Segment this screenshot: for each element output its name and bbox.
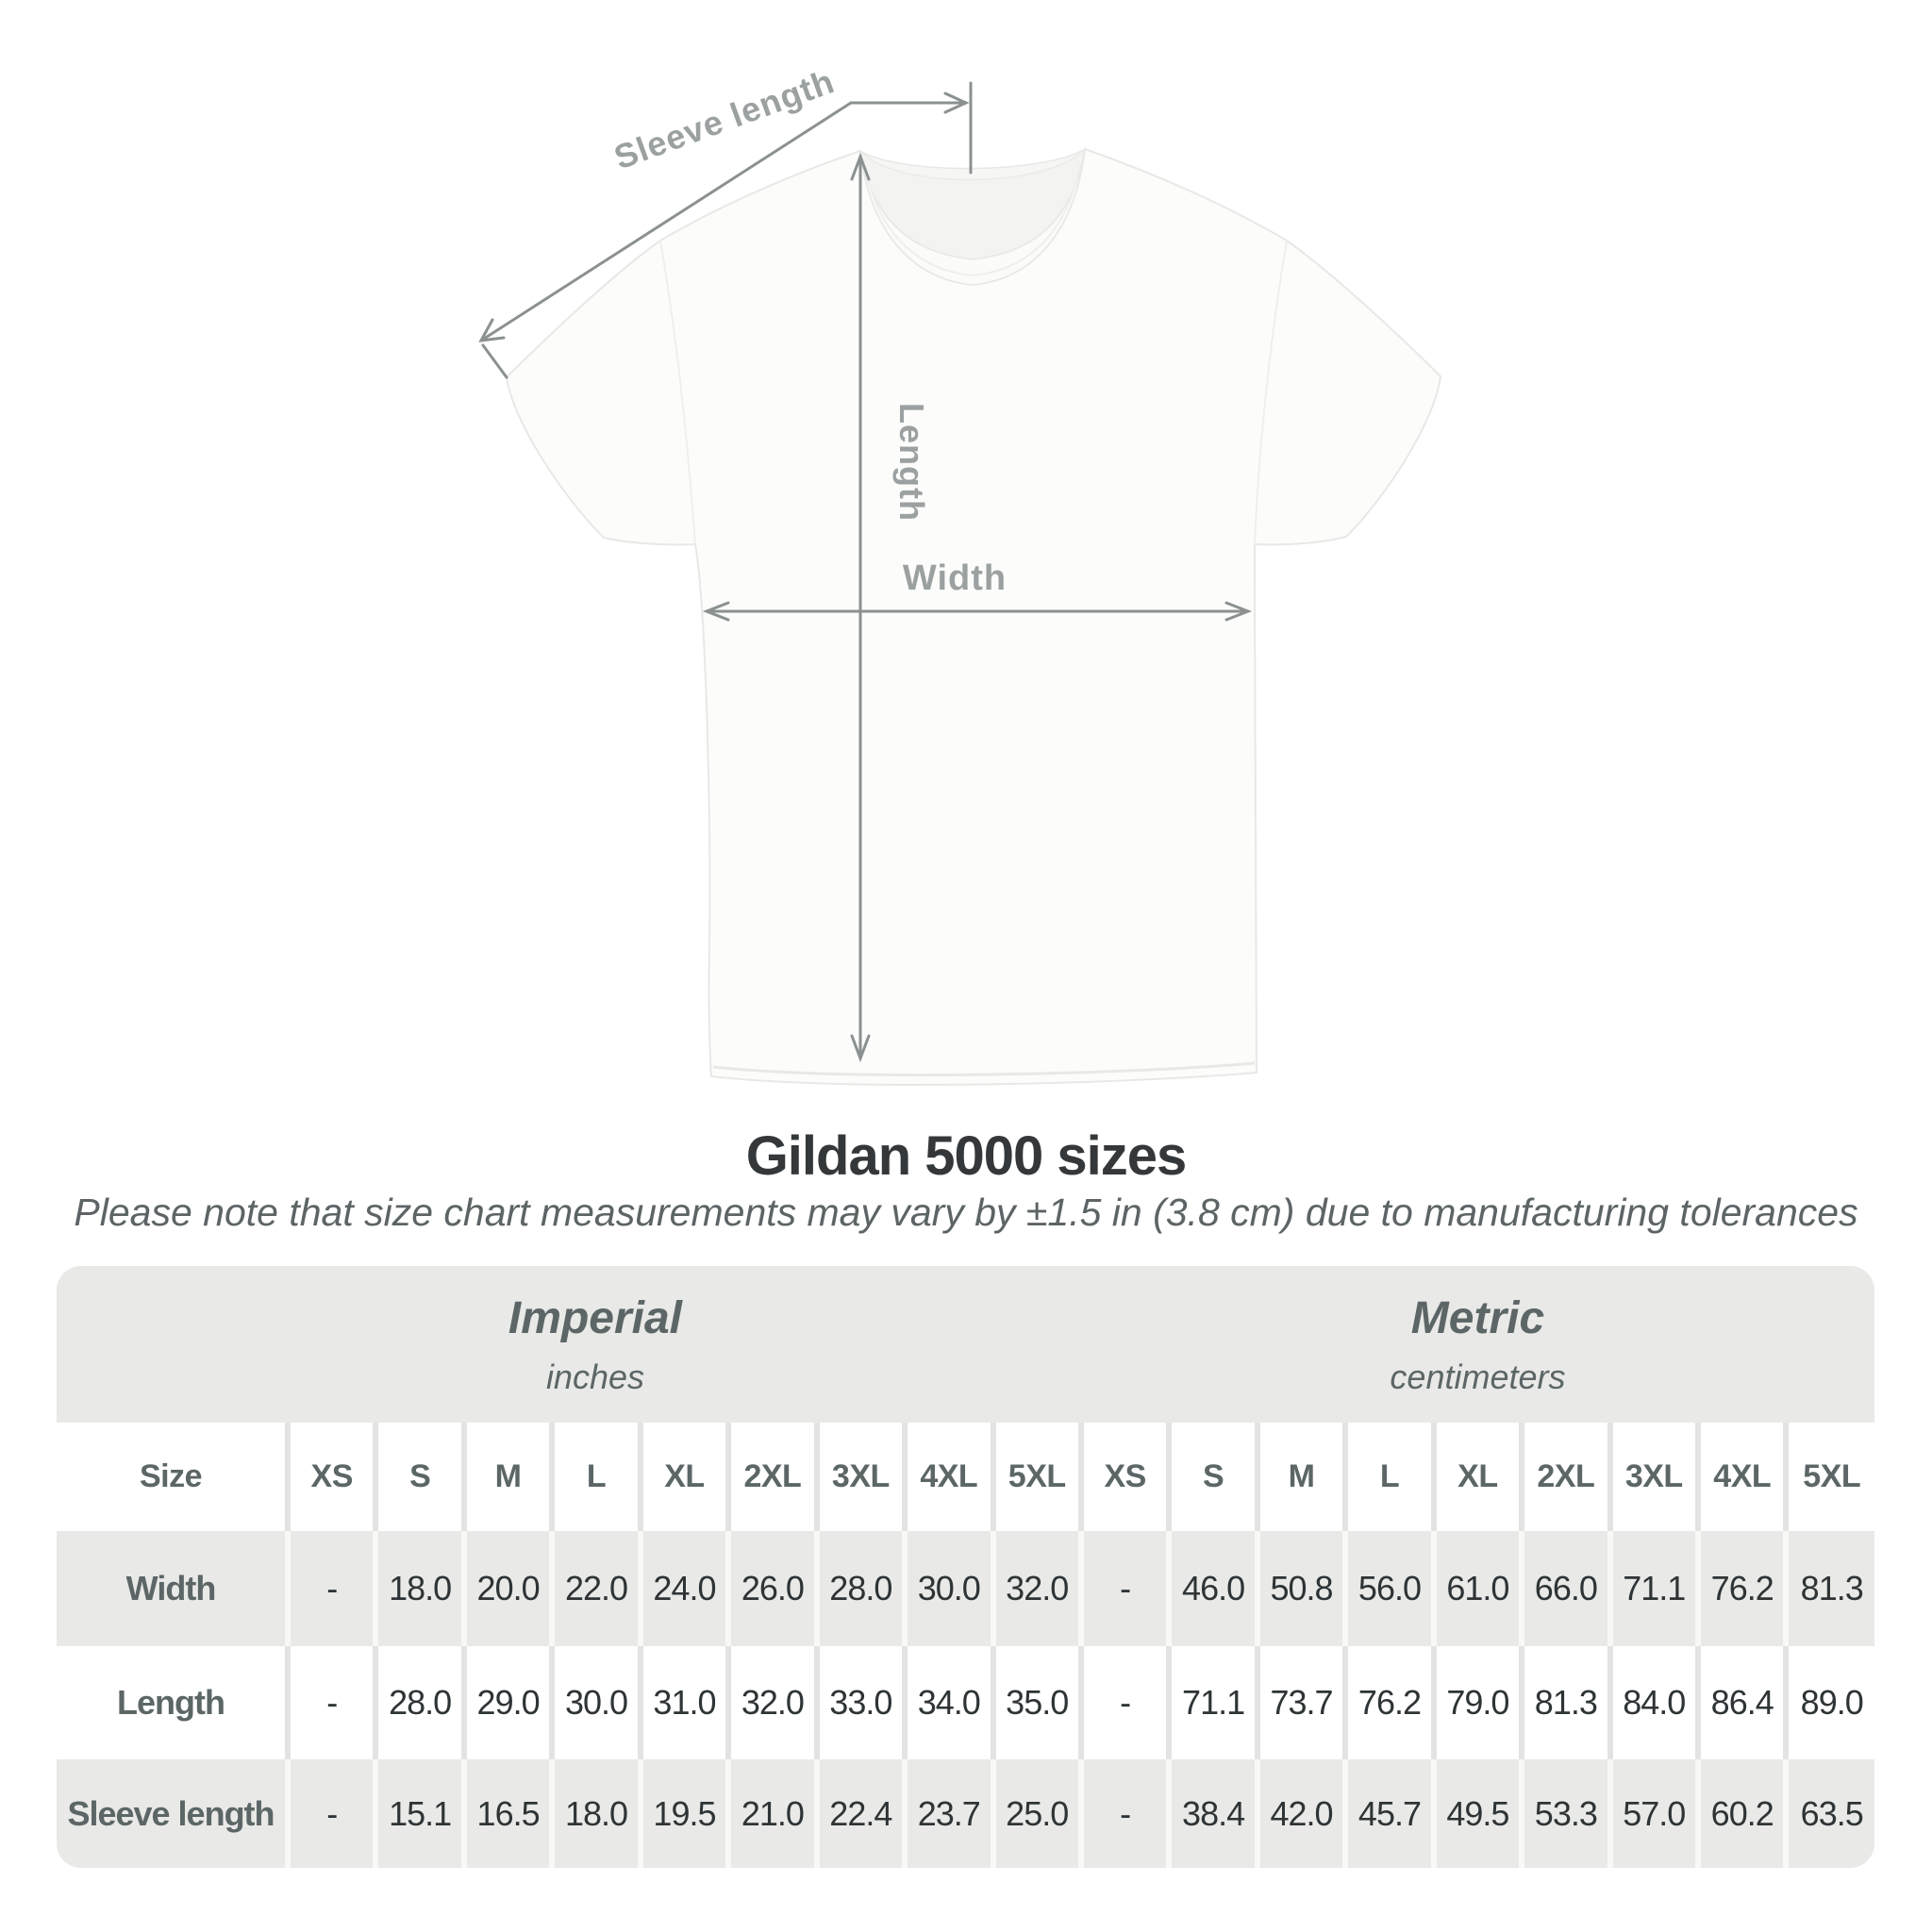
value-cell: 89.0 xyxy=(1786,1646,1874,1759)
value-cell: 56.0 xyxy=(1345,1531,1433,1646)
size-header: L xyxy=(552,1423,640,1531)
size-header: 2XL xyxy=(1522,1423,1609,1531)
value-cell: 45.7 xyxy=(1345,1759,1433,1868)
row-label: Sleeve length xyxy=(57,1759,288,1868)
value-cell: 81.3 xyxy=(1786,1531,1874,1646)
value-cell: 21.0 xyxy=(728,1759,816,1868)
value-cell: 30.0 xyxy=(905,1531,992,1646)
value-cell: - xyxy=(288,1531,375,1646)
value-cell: 71.1 xyxy=(1169,1646,1257,1759)
value-cell: 15.1 xyxy=(375,1759,463,1868)
size-header: XS xyxy=(288,1423,375,1531)
value-cell: 50.8 xyxy=(1257,1531,1345,1646)
size-header: 3XL xyxy=(817,1423,905,1531)
value-cell: 32.0 xyxy=(728,1646,816,1759)
size-header: M xyxy=(1257,1423,1345,1531)
row-label: Length xyxy=(57,1646,288,1759)
value-cell: 24.0 xyxy=(641,1531,728,1646)
value-cell: 35.0 xyxy=(993,1646,1081,1759)
length-label: Length xyxy=(892,403,931,522)
section-name: Imperial xyxy=(508,1292,682,1343)
value-cell: 28.0 xyxy=(817,1531,905,1646)
size-header: 5XL xyxy=(993,1423,1081,1531)
value-cell: 29.0 xyxy=(464,1646,552,1759)
section-header-imperial xyxy=(57,1266,1081,1423)
value-cell: 53.3 xyxy=(1522,1759,1609,1868)
value-cell: 32.0 xyxy=(993,1531,1081,1646)
size-header: XL xyxy=(1434,1423,1522,1531)
size-header: 3XL xyxy=(1610,1423,1698,1531)
unit-band-row xyxy=(57,1266,1874,1423)
size-header: XL xyxy=(641,1423,728,1531)
size-header: S xyxy=(375,1423,463,1531)
value-cell: - xyxy=(1081,1759,1169,1868)
sleeve-length-label: Sleeve length xyxy=(608,61,840,177)
table-row-length xyxy=(57,1646,1874,1759)
width-label: Width xyxy=(902,558,1008,598)
table-row-width xyxy=(57,1531,1874,1646)
value-cell: 16.5 xyxy=(464,1759,552,1868)
value-cell: 76.2 xyxy=(1698,1531,1786,1646)
value-cell: 25.0 xyxy=(993,1759,1081,1868)
value-cell: 86.4 xyxy=(1698,1646,1786,1759)
size-header: M xyxy=(464,1423,552,1531)
value-cell: 84.0 xyxy=(1610,1646,1698,1759)
value-cell: 33.0 xyxy=(817,1646,905,1759)
size-header: 5XL xyxy=(1786,1423,1874,1531)
value-cell: 38.4 xyxy=(1169,1759,1257,1868)
value-cell: 73.7 xyxy=(1257,1646,1345,1759)
value-cell: 19.5 xyxy=(641,1759,728,1868)
size-header: L xyxy=(1345,1423,1433,1531)
value-cell: 18.0 xyxy=(375,1531,463,1646)
section-header-metric xyxy=(1081,1266,1874,1423)
value-cell: 30.0 xyxy=(552,1646,640,1759)
value-cell: 49.5 xyxy=(1434,1759,1522,1868)
value-cell: 31.0 xyxy=(641,1646,728,1759)
tolerance-note: Please note that size chart measurements may vary by ±1.5 in (3.8 cm) due to manufacturing tolerances xyxy=(74,1191,1858,1234)
section-unit: inches xyxy=(545,1357,644,1396)
value-cell: - xyxy=(1081,1646,1169,1759)
value-cell: 63.5 xyxy=(1786,1759,1874,1868)
value-cell: 57.0 xyxy=(1610,1759,1698,1868)
section-name: Metric xyxy=(1410,1292,1545,1343)
value-cell: 22.0 xyxy=(552,1531,640,1646)
page-title: Gildan 5000 sizes xyxy=(745,1125,1187,1187)
value-cell: 28.0 xyxy=(375,1646,463,1759)
value-cell: 60.2 xyxy=(1698,1759,1786,1868)
size-header: 4XL xyxy=(905,1423,992,1531)
size-header: XS xyxy=(1081,1423,1169,1531)
size-header: 2XL xyxy=(728,1423,816,1531)
value-cell: 34.0 xyxy=(905,1646,992,1759)
value-cell: 76.2 xyxy=(1345,1646,1433,1759)
size-col-header: Size xyxy=(57,1423,288,1531)
table-row-sleeve-length xyxy=(57,1759,1874,1868)
size-header: 4XL xyxy=(1698,1423,1786,1531)
value-cell: - xyxy=(1081,1531,1169,1646)
value-cell: 79.0 xyxy=(1434,1646,1522,1759)
value-cell: - xyxy=(288,1646,375,1759)
value-cell: 22.4 xyxy=(817,1759,905,1868)
value-cell: 61.0 xyxy=(1434,1531,1522,1646)
value-cell: 66.0 xyxy=(1522,1531,1609,1646)
value-cell: 23.7 xyxy=(905,1759,992,1868)
size-table xyxy=(57,1266,1874,1868)
value-cell: - xyxy=(288,1759,375,1868)
value-cell: 42.0 xyxy=(1257,1759,1345,1868)
row-label: Width xyxy=(57,1531,288,1646)
value-cell: 18.0 xyxy=(552,1759,640,1868)
size-header-row xyxy=(57,1423,1874,1531)
value-cell: 26.0 xyxy=(728,1531,816,1646)
shirt-outline xyxy=(507,149,1441,1085)
value-cell: 71.1 xyxy=(1610,1531,1698,1646)
value-cell: 46.0 xyxy=(1169,1531,1257,1646)
value-cell: 81.3 xyxy=(1522,1646,1609,1759)
value-cell: 20.0 xyxy=(464,1531,552,1646)
section-unit: centimeters xyxy=(1390,1357,1566,1396)
size-header: S xyxy=(1169,1423,1257,1531)
